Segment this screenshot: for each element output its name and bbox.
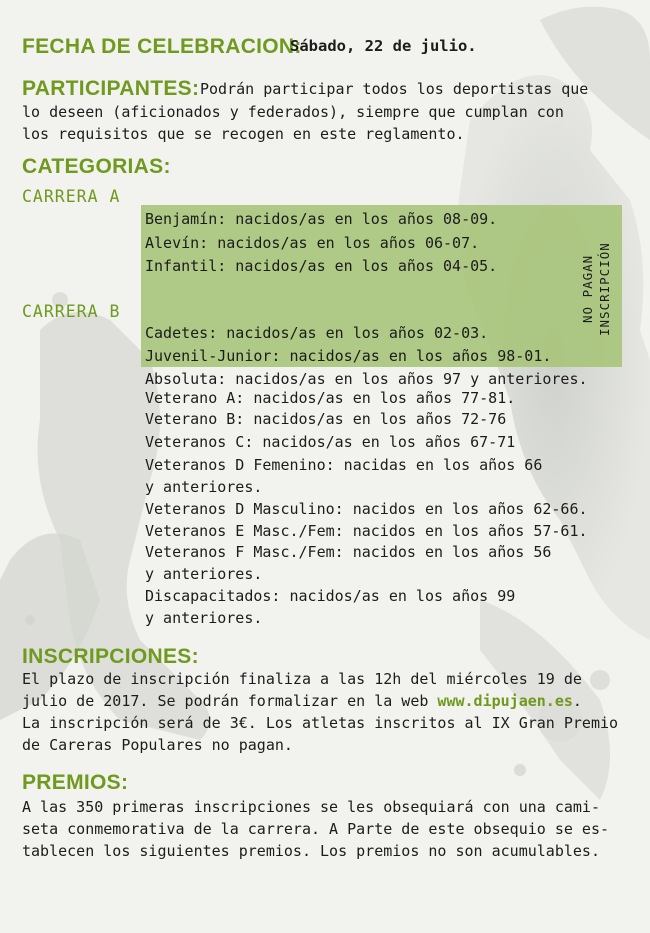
category-item: Veteranos E Masc./Fem: nacidos en los años 57-61.: [145, 522, 588, 540]
participantes-line-1: Podrán participar todos los deportistas que: [200, 80, 589, 98]
category-item: Infantil: nacidos/as en los años 04-05.: [145, 257, 498, 275]
categorias-heading: CATEGORIAS:: [22, 155, 171, 178]
inscripciones-line-3: La inscripción será de 3€. Los atletas inscritos al IX Gran Premio: [22, 714, 619, 732]
no-pagan-inscripcion-note: [576, 229, 616, 349]
participantes-line-3: los requisitos que se recogen en este reglamento.: [22, 125, 465, 143]
participantes-line-2: lo deseen (aficionados y federados), siempre que cumplan con: [22, 103, 564, 121]
category-item: Veterano A: nacidos/as en los años 77-81.: [145, 389, 516, 407]
web-link[interactable]: www.dipujaen.es: [437, 692, 573, 710]
inscripciones-line-2: [22, 690, 582, 713]
category-item: Veteranos D Masculino: nacidos en los años 62-66.: [145, 500, 588, 518]
category-item: Discapacitados: nacidos/as en los años 99: [145, 587, 516, 605]
category-item: Veteranos C: nacidos/as en los años 67-71: [145, 433, 516, 451]
no-pagan-line-2: INSCRIPCIÓN: [597, 242, 612, 336]
category-item: Benjamín: nacidos/as en los años 08-09.: [145, 210, 498, 228]
inscripciones-line-2-text: julio de 2017. Se podrán formalizar en la web: [22, 692, 438, 710]
inscripciones-line-4: de Careras Populares no pagan.: [22, 736, 293, 754]
premios-line-1: A las 350 primeras inscripciones se les obsequiará con una cami-: [22, 798, 600, 816]
inscripciones-line-2-end: .: [572, 692, 582, 710]
fecha-heading: FECHA DE CELEBRACION:: [22, 35, 302, 58]
premios-line-2: seta conmemorativa de la carrera. A Parte de este obsequio se es-: [22, 820, 609, 838]
category-item: Alevín: nacidos/as en los años 06-07.: [145, 234, 480, 252]
category-item: Absoluta: nacidos/as en los años 97 y anteriores.: [145, 370, 588, 388]
category-item: y anteriores.: [145, 609, 263, 627]
fecha-value: Sábado, 22 de julio.: [290, 37, 477, 55]
carrera-a-label: CARRERA A: [22, 187, 121, 206]
inscripciones-line-1: El plazo de inscripción finaliza a las 12h del miércoles 19 de: [22, 670, 582, 688]
premios-line-3: tablecen los siguientes premios. Los premios no son acumulables.: [22, 842, 600, 860]
premios-heading: PREMIOS:: [22, 771, 129, 794]
category-item: Cadetes: nacidos/as en los años 02-03.: [145, 324, 489, 342]
category-item: y anteriores.: [145, 565, 263, 583]
no-pagan-line-1: NO PAGAN: [580, 254, 595, 324]
inscripciones-heading: INSCRIPCIONES:: [22, 645, 199, 668]
category-item: Juvenil-Junior: nacidos/as en los años 98-01.: [145, 347, 552, 365]
no-pagan-highlight-box: [141, 205, 622, 367]
category-item: Veteranos F Masc./Fem: nacidos en los años 56: [145, 543, 552, 561]
category-item: y anteriores.: [145, 478, 263, 496]
category-item: Veteranos D Femenino: nacidas en los años 66: [145, 456, 543, 474]
participantes-heading: PARTICIPANTES:: [22, 77, 200, 100]
category-item: Veterano B: nacidos/as en los años 72-76: [145, 410, 507, 428]
carrera-b-label: CARRERA B: [22, 302, 121, 321]
